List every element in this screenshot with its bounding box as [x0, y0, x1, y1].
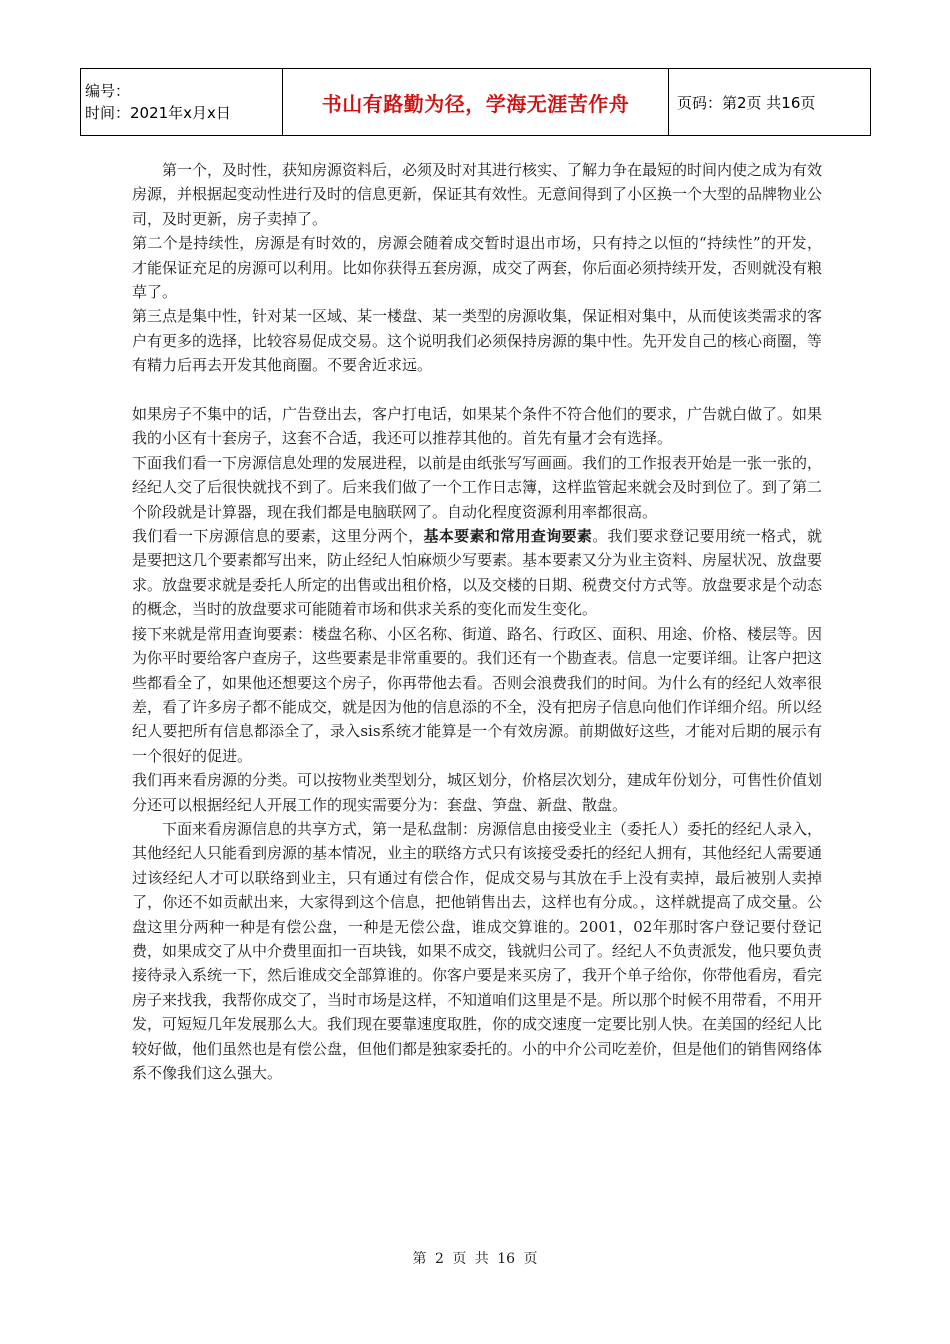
- document-body: [132, 158, 822, 1085]
- header-motto: 书山有路勤为径，学海无涯苦作舟: [283, 69, 669, 136]
- blank-line: [132, 378, 822, 402]
- footer-ye: 页: [523, 1251, 538, 1267]
- paragraph-timeliness: 第一个，及时性，获知房源资料后，必须及时对其进行核实、了解力争在最短的时间内使之成为有效房源，并根据起变动性进行及时的信息更新，保证其有效性。无意间得到了小区换一个大型的品牌物业公司，及时更新，房子卖掉了。: [132, 161, 823, 228]
- header-meta-cell: [81, 69, 283, 136]
- paragraph-classification: 我们再来看房源的分类。可以按物业类型划分，城区划分，价格层次划分，建成年份划分，可售性价值划分还可以根据经纪人开展工作的现实需要分为：套盘、笋盘、新盘、散盘。: [132, 771, 823, 814]
- paragraph-text: 我们看一下房源信息的要素，这里分两个，: [132, 527, 424, 546]
- paragraph-info-elements: [132, 524, 822, 622]
- footer-page-number: 2: [434, 1251, 444, 1267]
- page-footer: [0, 1248, 950, 1268]
- paragraph-processing-history: 下面我们看一下房源信息处理的发展进程，以前是由纸张写写画画。我们的工作报表开始是一张一张的，经纪人交了后很快就找不到了。后来我们做了一个工作日志簿，这样监管起来就会及时到位了。到了第二个阶段就是计算器，现在我们都是电脑联网了。自动化程度资源利用率都很高。: [132, 453, 823, 521]
- date-label: 时间：2021年x月x日: [85, 104, 231, 122]
- paragraph-advertising: 如果房子不集中的话，广告登出去，客户打电话，如果某个条件不符合他们的要求，广告就白做了。如果我的小区有十套房子，这套不合适，我还可以推荐其他的。首先有量才会有选择。: [132, 405, 823, 448]
- footer-di: 第: [412, 1251, 427, 1267]
- bold-key-phrase: 基本要素和常用查询要素: [423, 527, 593, 546]
- footer-total-pages: 16: [497, 1251, 516, 1267]
- paragraph-continuity: 第二个是持续性，房源是有时效的，房源会随着成交暂时退出市场，只有持之以恒的“持续性”的开发，才能保证充足的房源可以利用。比如你获得五套房源，成交了两套，你后面必须持续开发，否则就没有粮草了。: [132, 234, 823, 302]
- paragraph-sharing-methods: 下面来看房源信息的共享方式，第一是私盘制：房源信息由接受业主（委托人）委托的经纪人录入，其他经纪人只能看到房源的基本情况，业主的联络方式只有该接受委托的经纪人拥有，其他经纪人需要通过该经纪人才可以联络到业主，只有通过有偿合作，促成交易与其放在手上没有卖掉，最后被别人卖掉了，你还不如贡献出来，大家得到这个信息，把他销售出去，这样也有分成。，这样就提高了成交量。公盘这里分两种一种是有偿公盘，一种是无偿公盘，谁成交算谁的。2001，02年那时客户登记要付登记费，如果成交了从中介费里面扣一百块钱，如果不成交，钱就归公司了。经纪人不负责派发，他只要负责接待录入系统一下，然后谁成交全部算谁的。你客户要是来买房了，我开个单子给你，你带他看房，看完房子来找我，我帮你成交了，当时市场是这样，不知道咱们这里是不是。所以那个时候不用带看，不用开发，可短短几年发展那么大。我们现在要靠速度取胜，你的成交速度一定要比别人快。在美国的经纪人比较好做，他们虽然也是有偿公盘，但他们都是独家委托的。小的中介公司吃差价，但是他们的销售网络体系不像我们这么强大。: [132, 819, 823, 1083]
- header-page-info: 页码：第2页 共16页: [669, 69, 871, 136]
- paragraph-text: 。我们要求登记要用统一格式，就是要把这几个要素都写出来，防止经纪人怕麻烦少写要素。基本要素又分为业主资料、房屋状况、放盘要求。放盘要求就是委托人所定的出售或出租价格，以及交楼的日期、税费交付方式等。放盘要求是个动态的概念，当时的放盘要求可能随着市场和供求关系的变化而发生变化。: [132, 527, 823, 619]
- paragraph-concentration: 第三点是集中性，针对某一区域、某一楼盘、某一类型的房源收集，保证相对集中，从而使该类需求的客户有更多的选择，比较容易促成交易。这个说明我们必须保持房源的集中性。先开发自己的核心商圈，等有精力后再去开发其他商圈。不要舍近求远。: [132, 307, 823, 375]
- paragraph-query-elements: 接下来就是常用查询要素：楼盘名称、小区名称、街道、路名、行政区、面积、用途、价格、楼层等。因为你平时要给客户查房子，这些要素是非常重要的。我们还有一个勘查表。信息一定要详细。让客户把这些都看全了，如果他还想要这个房子，你再带他去看。否则会浪费我们的时间。为什么有的经纪人效率很差，看了许多房子都不能成交，就是因为他的信息添的不全，没有把房子信息向他们作详细介绍。所以经纪人要把所有信息都添全了，录入sis系统才能算是一个有效房源。前期做好这些，才能对后期的展示有一个很好的促进。: [132, 624, 823, 765]
- document-header: [80, 68, 871, 136]
- footer-ye: 页: [452, 1251, 467, 1267]
- serial-number-label: 编号：: [85, 82, 131, 100]
- footer-gong: 共: [474, 1251, 489, 1267]
